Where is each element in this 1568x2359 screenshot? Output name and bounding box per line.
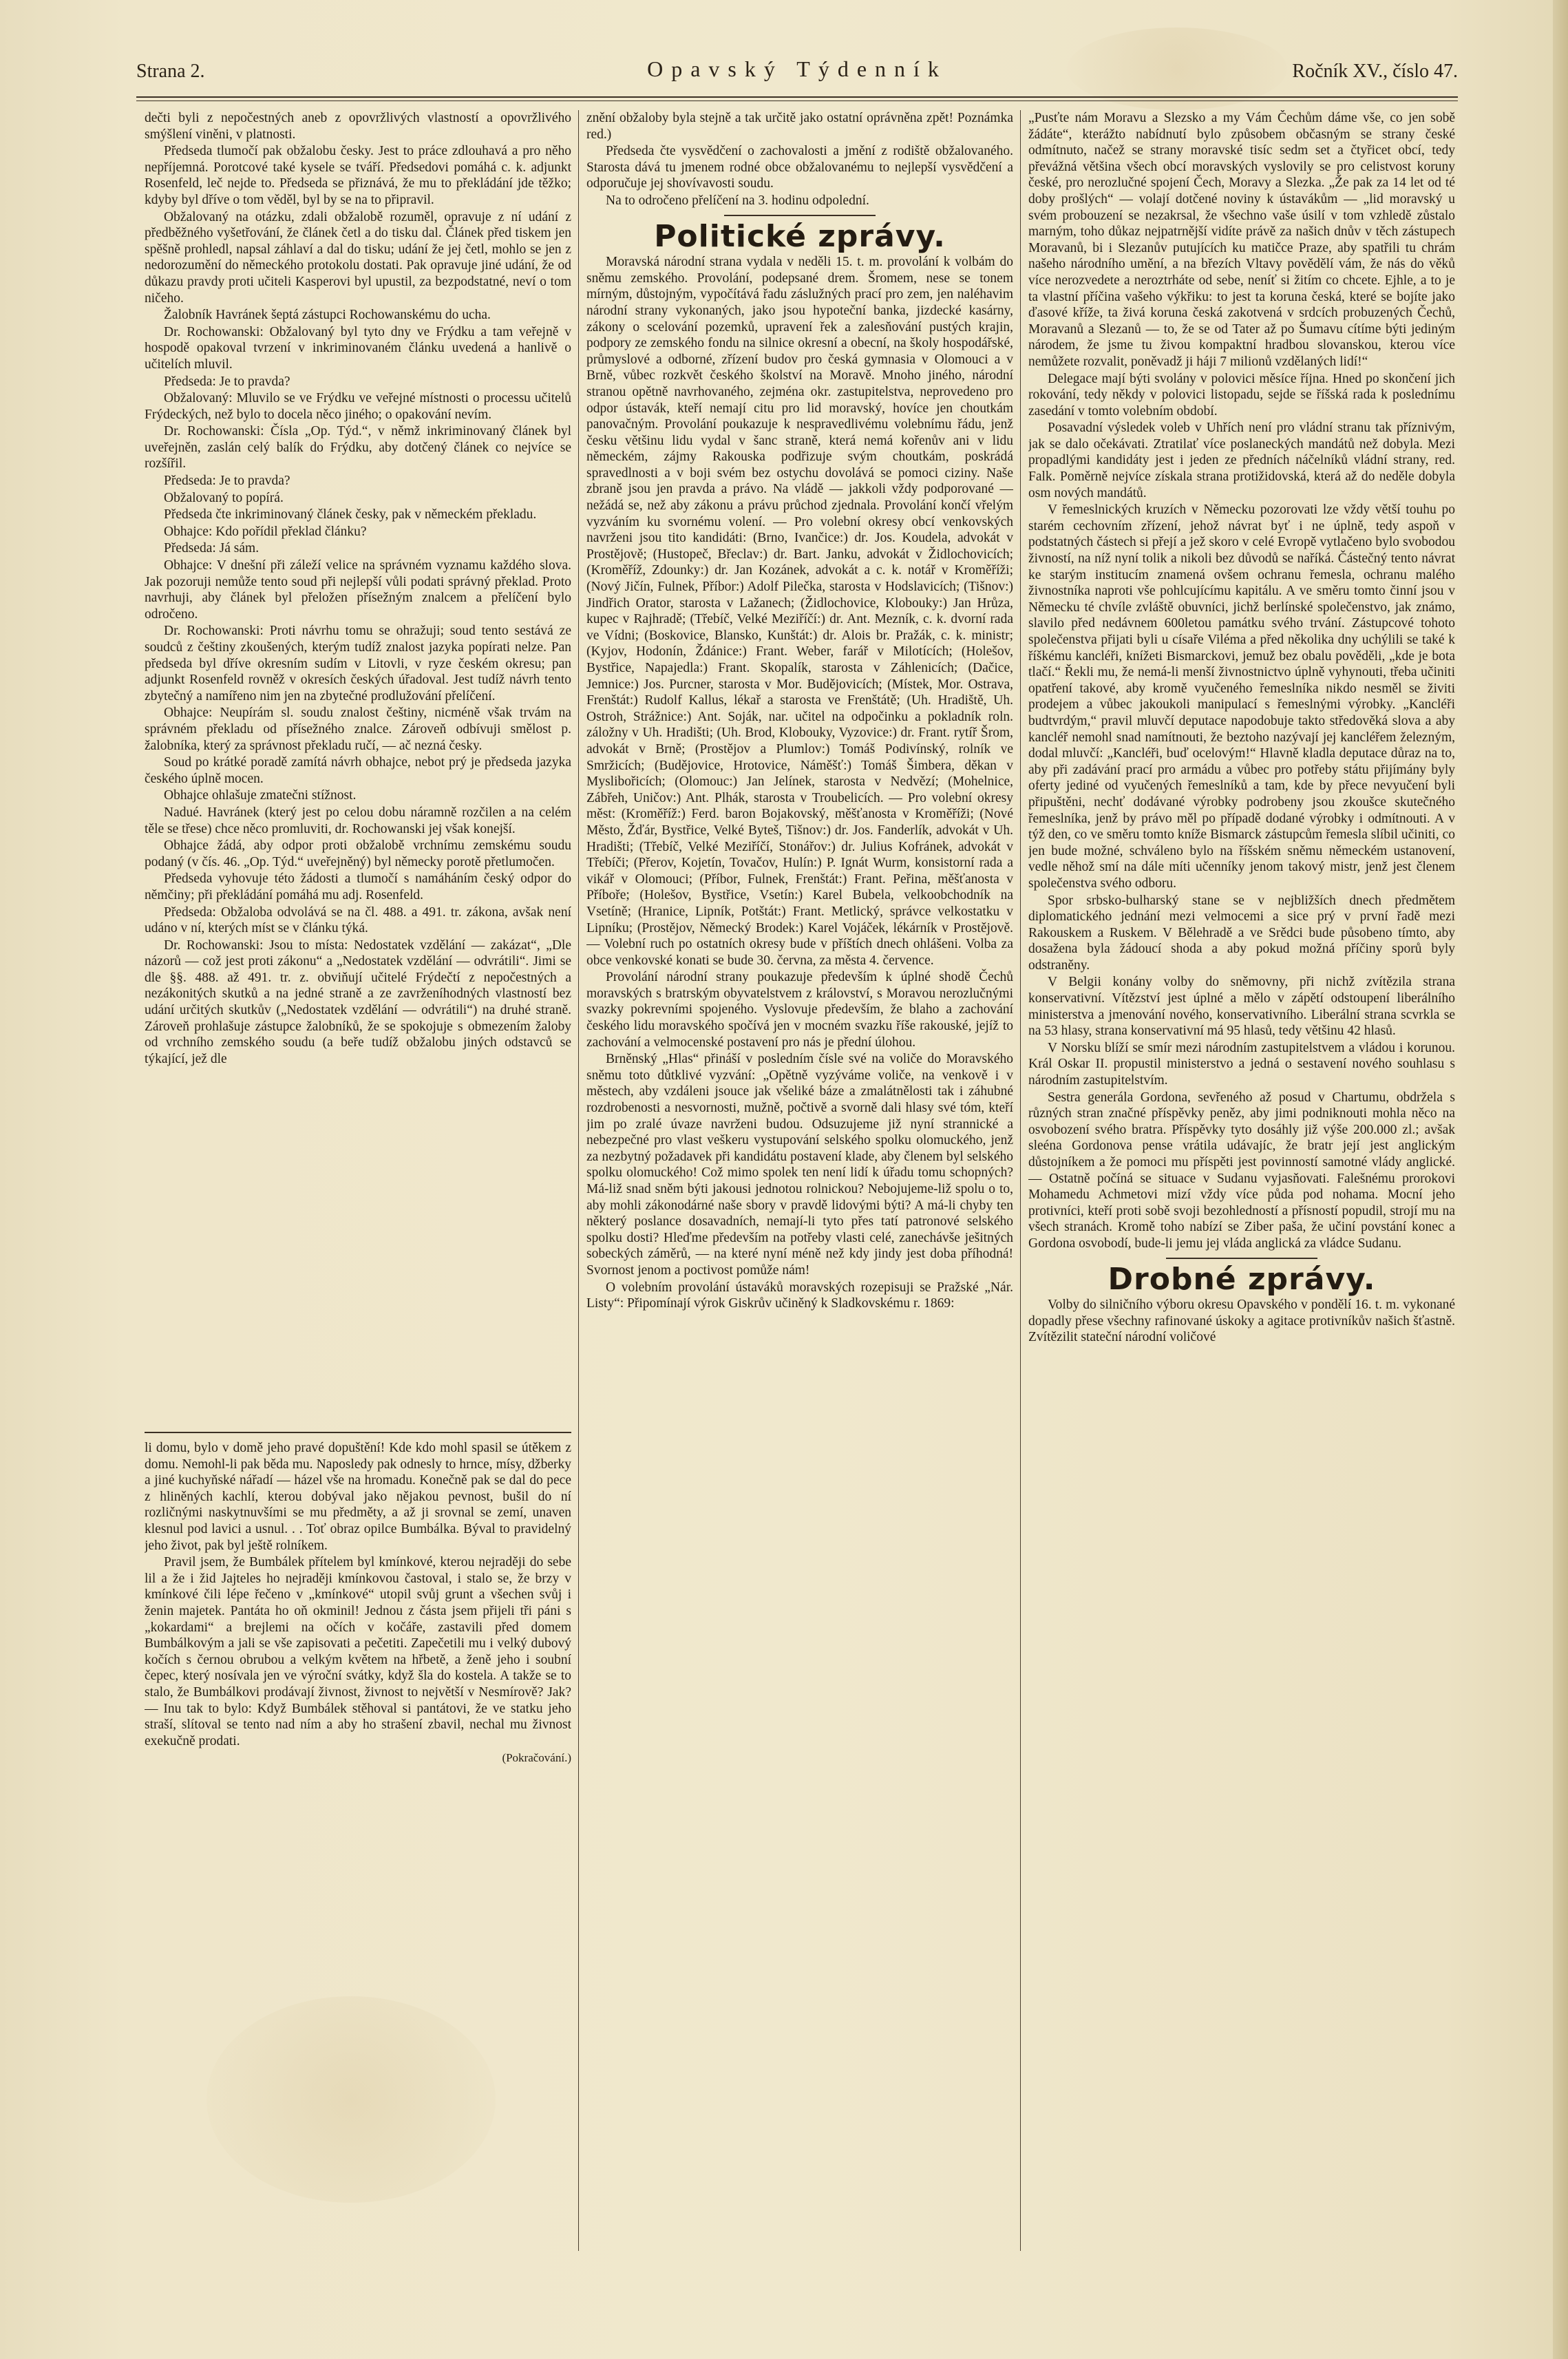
- paragraph: Nadué. Havránek (který jest po celou dobu náramně rozčilen a na celém těle se třese) chce něco promluviti, dr. Rochowanski jej však konejší.: [145, 805, 571, 836]
- column-1-feuilleton: [145, 1440, 571, 2239]
- paragraph: Pravil jsem, že Bumbálek přítelem byl kmínkové, kterou nejraději do sebe lil a že i žid Jajteles ho nejraději kmínkovou častoval, i stalo se, že brzy v kmínkové čili lépe řečeno v „kmínkové“ utopil svůj grunt a všechen svůj i ženin majetek. Pantáta ho oň okminil! Jednou z částa jsem přijeli tři páni s „kokardami“ a brejlemi na očích v kočáře, zastavili před domem Bumbálkovým a jali se vše zapisovati a pečetiti. Zapečetili mu i velký dubový kočích s černou obrubou a velkým květem na hřbetě, a ženě jeho i soubní čepec, který nosívala jen ve výroční svátky, když šla do kostela. A takže se to stalo, že Bumbálkovi prodávají živnost, živnost to největší v Nesmírově? Jak? — Inu tak to bylo: Když Bumbálek stěhoval si pantátovi, že ve statku jeho straší, slítoval se tento nad ním a aby ho strašení zbavil, nechal mu živnost exekučně prodati.: [145, 1555, 571, 1748]
- newspaper-title: Opavský Týdenník: [647, 56, 947, 81]
- paragraph: Předseda čte vysvědčení o zachovalosti a jmění z rodiště obžalovaného. Starosta dává tu jmenem rodné obce obžalovanému to nejlepší vysvědčení a odporučuje jej shovívavosti soudu.: [586, 144, 1013, 191]
- paragraph: znění obžaloby byla stejně a tak určitě jako ostatní oprávněna zpět! Poznámka red.): [586, 111, 1013, 142]
- paragraph: Soud po krátké poradě zamítá návrh obhajce, nebot prý je předseda jazyka českého úplně mocen.: [145, 755, 571, 786]
- column-divider: [578, 110, 579, 2251]
- paragraph: Žalobník Havránek šeptá zástupci Rochowanskému do ucha.: [164, 308, 491, 323]
- paragraph: V Norsku blíží se smír mezi národním zastupitelstvem a vládou i korunou. Král Oskar II. propustil ministerstvo a jedná o sestavení nového souhlasu s národním zastupitelstvím.: [1028, 1040, 1455, 1088]
- volume-issue: Ročník XV., číslo 47.: [1292, 61, 1458, 82]
- page-number: Strana 2.: [136, 61, 205, 82]
- paragraph: Volby do silničního výboru okresu Opavského v pondělí 16. t. m. vykonané dopadly přese všechny rafinované úskoky a agitace protivníkův našich šťastně. Zvítězilit stateční národní voličové: [1028, 1298, 1455, 1345]
- paragraph: Předseda tlumočí pak obžalobu česky. Jest to práce zdlouhavá a pro něho nepříjemná. Porotcové také kysele se tváří. Předsedovi pomáhá c. k. adjunkt Rosenfeld, leč nejde to. Předseda se přiznává, že mu to překládání jde těžko; kdyby byl dříve o tom věděl, byl by se na to připravil.: [145, 144, 571, 207]
- paragraph: Provolání národní strany poukazuje především k úplné shodě Čechů moravských s bratrským obyvatelstvem z království, s Moravou nerozlučnými svazky pokrevními spojeného. Vyslovuje především, že blaho a zachování českého lidu moravského spočívá jen v mocném svazku říše rakouské, jejíž to zachování a velmocenské postavení pro nás je přední úlohou.: [586, 970, 1013, 1050]
- page-header: [136, 56, 1458, 92]
- paragraph: li domu, bylo v domě jeho pravé dopuštění! Kde kdo mohl spasil se útěkem z domu. Nemohl-li pak běda mu. Naposledy pak odnesly to hrnce, mísy, džberky a jiné kuchyňské nářadí — házel vše na hromadu. Konečně pak se dal do pece z hliněných kachlí, kterou dobýval jako nějakou pevnost, bušil do ní rozličnými naskytnuvšími se mu předměty, a až ji srovnal se zemí, unaven klesnul pod lavici a usnul. . . Toť obraz opilce Bumbálka. Býval to pravidelný jeho život, pak byl ještě rolníkem.: [145, 1441, 571, 1553]
- paragraph: Dr. Rochowanski: Proti návrhu tomu se ohražuji; soud tento sestává ze soudců z češtiny zkoušených, kterým tudíž znalost jazyka popírati nelze. Pan předseda byl dříve okresním sudím v Litovli, v ryze českém okresu; pan adjunkt Rosenfeld rovněž v okresích českých úřadoval. Jest tudíž návrh tento zbytečný a namířeno nim jen na zbytečné prodlužování přelíčení.: [145, 624, 571, 704]
- paragraph: dečti byli z nepočestných aneb z opovržlivých vlastností a opovržlivého smýšlení viněni, v platnosti.: [145, 111, 571, 142]
- paragraph: Brněnský „Hlas“ přináší v posledním čísle své na voliče do Moravského sněmu toto důtklivé vyzvání: „Opětně vyzýváme voliče, na venkově i v městech, aby vzdáleni jsouce jak všeliké báze a zmalátnělosti tak i záhubné rozdrobenosti a nesvornosti, mužně, počtivě a svorně dali hlasy své tóm, kteří jim po zralé úvaze navrženi budou. Odsuzujeme již nyní strannické a nebezpečné pro vlast veškeru vystupování selského spolku olomuckého, jenž za nezbytný požadavek při kandidátu postavení klade, aby členem byl selského spolku olomuckého! Což mimo spolek ten není lidí k úřadu tomu schopných? Má-liž snad sněm býti jakousi jednotou rolnickou? Nebojujeme-liž spolu o to, aby mohli zákonodárné naše sbory v pravdě lidovými býti? A má-li chyby ten některý poslance dosavadních, nemají-li tyto přes tatí patronové selského spolku dosti? Hleďme především na potřeby vlasti celé, zanechávše ješitných sobeckých záměrů, — na které nyní méně než kdy jindy jest doba příhodná! Svornost jenom a poctivost pomůže nám!: [586, 1052, 1013, 1278]
- paragraph: Obžalovaný to popírá.: [164, 490, 284, 505]
- paragraph: Obhajce: Neupírám sl. soudu znalost češtiny, nicméně však trvám na správném překladu od přísežného znalce. Zároveň odbívuji smělost p. žalobníka, který za správnost překladu ručí, — ač nezná česky.: [145, 706, 571, 753]
- section-rule: [1166, 1258, 1317, 1259]
- page-spine-edge: [1553, 0, 1568, 2359]
- column-divider: [1020, 110, 1021, 2251]
- paragraph: „Pusťte nám Moravu a Slezsko a my Vám Čechům dáme vše, co jen sobě žádáte“, kterážto nabídnutí bylo způsobem občasným se strany české odmítnuto, načež se strany moravské tisíc sedm set a čtyřicet obcí, tedy převážná většina všech obcí moravských vyslovily se pro celistvost koruny české, pro nerozlučné spojení Čech, Moravy a Slezka. „Že pak za 14 let od té doby prošlých“ — volají dotčené noviny k ústavákům — „lid moravský u svém probouzení se nezakrsal, že všechno vaše úsilí v tom vzhledě zůstalo marným, toho důkaz nejpatrnější vidíte právě za našich dnův v těch zástupech Moravanů, bi i Slezanův putujících ku matičce Praze, aby spatřili tu chrám našeho národního umění, a na březích Vltavy povědělí vám, že nás do věků více nerozvedete a neroztrháte od sebe, neníť si žitím co chcete. Ejhle, a to je ta vlastní příčina vašeho výkřiku: to jest ta koruna česká, které se bojíte jako ďasové kříže, ta živá koruna česká zakotvená v srdcích probuzených Čechů, Moravanů a Slezanů — to, že se od Tater až po Šumavu cítíme býti jediným národem, že jsme tu živou kompaktní hradbou slovanskou, kterou více nemůžete rozvalit, poněvadž ji háji 7 milionů vzdělaných lidí!“: [1028, 111, 1455, 369]
- paragraph: Předseda čte inkriminovaný článek česky, pak v německém překladu.: [164, 507, 537, 522]
- paragraph: Předseda vyhovuje této žádosti a tlumočí s namáháním český odpor do němčiny; při překládání pomáhá mu adj. Rosenfeld.: [145, 871, 571, 902]
- paragraph: Obhajce: V dnešní při záleží velice na správném vyznamu každého slova. Jak pozoruji nemůže tento soud při nejlepší vůli podati správný překlad. Proto navrhuji, aby článek byl přeložen přísežným znalcem a přelíčení bylo odročeno.: [145, 558, 571, 622]
- paragraph: Předseda: Je to pravda?: [164, 374, 290, 389]
- paragraph: Dr. Rochowanski: Jsou to místa: Nedostatek vzdělání — zakázat“, „Dle názorů — což jest proti zákonu“ a „Nedostatek vzdělání — odvrátili“. Jimi se dle §§. 488. až 491. tr. z. obviňují učitelé Frýdečtí z nepočestných a nezákonitých skutků a na jedné straně a ze zavrženíhodných vlastností bez udání určitých skutkův („Nedostatek vzdělání — odvrátili“) na druhé straně. Zároveň prohlašuje zástupce žalobníků, že se spokojuje s obmezením žaloby od vrchního zemského soudu (a beře tudíž obžalobu jiných odstavců se týkající, jež dle: [145, 938, 571, 1066]
- column-2-political-news: [586, 110, 1013, 2251]
- paragraph: Obžalovaný: Mluvilo se ve Frýdku ve veřejné místnosti o processu učitelů Frýdeckých, než bylo to docela něco jiného; o opakování nevím.: [145, 391, 571, 422]
- paragraph: Předseda: Je to pravda?: [164, 474, 290, 489]
- paragraph: Obhajce ohlašuje zmatečni stížnost.: [164, 788, 357, 803]
- paragraph: Obžalovaný na otázku, zdali obžalobě rozuměl, opravuje z ní udání z předběžného vyšetřování, že článek četl a do tisku dal. Článek před tiskem jen spěšně prohledl, napsal záhlaví a dal do tisku; udání že jej četl, mohlo se jen z nedorozumění do německého protokolu dostati. Pak opravuje jiné udání, že od důkazu pravdy proti učiteli Kasperovi byl upustil, za bezpodstatné, neví o tom ničeho.: [145, 209, 571, 306]
- paragraph: Na to odročeno přelíčení na 3. hodinu odpolední.: [606, 193, 869, 208]
- continued-label: (Pokračování.): [502, 1751, 571, 1765]
- section-rule: [724, 215, 876, 216]
- header-rule: [136, 96, 1458, 98]
- paragraph: Předseda: Já sám.: [164, 541, 259, 556]
- paragraph: Předseda: Obžaloba odvolává se na čl. 488. a 491. tr. zákona, avšak není udáno v ní, kterých míst se v článku týká.: [145, 905, 571, 936]
- paragraph: Posavadní výsledek voleb v Uhřích není pro vládní stranu tak příznivým, jak se dalo očekávati. Ztratilať více poslaneckých mandátů než dobyla. Mezi propadlými kandidáty jest i jeden ze předních náčelníků vládní strany, red. Falk. Poměrně nejvíce získala strana protižidovská, která až do neděle dobyla osm nových mandátů.: [1028, 421, 1455, 500]
- feuilleton-divider: [145, 1432, 571, 1433]
- paragraph: Spor srbsko-bulharský stane se v nejbližších dnech předmětem diplomatického jednání mezi velmocemi a sice prý v první řadě mezi Rakouskem a Ruskem. V Bělehradě a ve Srědci bude působeno tímto, aby dosažena byla žádoucí shoda a aby pokud možná příčiny sporů byly odstraněny.: [1028, 893, 1455, 973]
- column-3-news: [1028, 110, 1455, 2251]
- paragraph: Moravská národní strana vydala v neděli 15. t. m. provolání k volbám do sněmu zemského. Provolání, podepsané drem. Šromem, nese se tonem mírným, důstojným, vypočítává řadu záslužných prací pro zem, jen naléhavim národní strany vykonaných, jako jsou hypoteční banka, jizdecké kasárny, zákony o scelování pozemků, upravení řek a zalesňování pustých krajin, podpory ze zemského fondu na silnice okresní a obecní, na školy hospodářské, průmyslové a odborné, zřízení budov pro česká gymnasia v Olomouci a v Brně, vůbec rozkvět českého školství na Moravě. Mnoho jiného, národní stranou opětně navrhovaného, zejména okr. zastupitelstva, neprovedeno pro odpor ústavák, kteří nemají citu pro lid moravský, hovíce jen choutkám panovačným. Provolání poukazuje k nespravedlivému volebnímu řádu, jenž česku většinu lidu vydal v šanc straně, která nemá kořenův ani v lidu německém, zájmy Rakouska podřizuje svým choutkám, poskrádá spravedlnosti a v boji svém bez ostychu dovolává se pomoci ciziny. Naše zbraně jsou jen pravda a právo. Na vládě — jakkoli vždy podporované — nežádá se, než aby zákonu a právu průchod zjednala. Provolání končí vřelým vyzváním ku svornému volení. — Pro volební okresy obcí venkovských navrženi jsou tito kandidáti: (Brno, Ivančice:) dr. Jos. Koudela, advokát v Prostějově; (Hustopeč, Břeclav:) dr. Bart. Janku, advokát v Židlochovicích; (Kroměříž, Zdounky:) dr. Jan Kozánek, advokát a c. k. notář v Kroměříži; (Nový Jičín, Fulnek, Příbor:) Adolf Pilečka, starosta v Hodslavicích; (Tišnov:) Jindřich Orator, starosta v Lažanech; (Židlochovice, Klobouky:) Jan Hrůza, kupec v Rajhradě; (Třebíč, Velké Meziříčí:) dr. Ant. Mezník, c. k. dvorní rada ve Vídni; (Boskovice, Blansko, Kunštát:) dr. Alois br. Pražák, c. k. ministr; (Kyjov, Hodonín, Ždánice:) Frant. Weber, farář v Milotících; (Holešov, Bystřice, Napajedla:) Frant. Skopalík, starosta v Záhlenicích; (Dačice, Jemnice:) Jos. Purcner, starosta v Mor. Budějovicích; (Místek, Mor. Ostrava, Frenštát:) Rudolf Kallus, lékař a starosta ve Frenštátě; (Uh. Hradiště, Uh. Ostroh, Strážnice:) Ant. Soják, nar. učitel na odpočinku a pokladník roln. záložny v Uh. Hradišti; (Uh. Brod, Klobouky, Vyzovice:) dr. Frant. rytíř Šrom, advokát v Brně; (Prostějov a Plumlov:) Tomáš Podivínský, rolník ve Smržicích; (Budějovice, Hrotovice, Náměšť:) Tomáš Šimbera, děkan v Myslibořicích; (Olomouc:) Jan Jelínek, starosta v Nedvězí; (Mohelnice, Zábřeh, Uničov:) Ant. Plhák, starosta v Troubelicích. — Pro volební okresy měst: (Kroměříž:) Ferd. baron Bojakovský, měšťanosta v Kroměříži; (Nové Město, Žďár, Bystřice, Velké Byteš, Tišnov:) dr. Jos. Fanderlík, advokát v Uh. Hradišti; (Třebíč, Velké Meziříčí, Stonářov:) dr. Julius Kofránek, advokát v Třebíči; (Přerov, Kojetín, Tovačov, Hulín:) P. Ignát Wurm, konsistorní rada a vikář v Olomouci; (Příbor, Fulnek, Frenštát:) Frant. Peřina, měšťanosta v Příboře; (Holešov, Bystřice, Vsetín:) Karel Bubela, velkoobchodník na Vsetíně; (Hranice, Lipník, Potštát:) Frant. Metlický, správce velkostatku v Lipníku; (Prostějov, Německý Brodek:) Karel Vojáček, lékárník v Prostějově. — Volební ruch po ostatních okresy bude v příštích dnech ohlášeni. Volba za obce venkovské konati se bude 30. června, za města 4. července.: [586, 255, 1013, 968]
- paragraph: Delegace mají býti svolány v polovici měsíce října. Hned po skončení jich rokování, tedy někdy v polovici listopadu, sejde se říšská rada k poslednímu zasedání v tomto volebním období.: [1028, 371, 1455, 419]
- paragraph: O volebním provolání ústaváků moravských rozepisuji se Pražské „Nár. Listy“: Připomínají výrok Giskrův učiněný k Sladkovskému r. 1869:: [586, 1280, 1013, 1311]
- paragraph: V Belgii konány volby do sněmovny, při nichž zvítězila strana konservativní. Vítězství jest úplné a mělo v zápětí odstoupení liberálního ministerstva a jmenování nového, konservativního. Liberální strana scvrkla se na 53 hlasy, strana konservativní má 95 hlasů, tedy většinu 42 hlasů.: [1028, 975, 1455, 1039]
- paragraph: Sestra generála Gordona, sevřeného až posud v Chartumu, obdržela s různých stran značné příspěvky peněz, aby jimi podniknouti mohla něco na osvobození svého bratra. Příspěvky tyto dosáhly již výše 200.000 zl.; avšak sleéna Gordonova pense vrátila udávajíc, že bratr její jest anglickým důstojníkem a že pomoci mu příspěti jest povinností samotné vlády anglické. — Ostatně počíná se situace v Sudanu vyjasňovati. Falešnému prorokovi Mohamedu Achmetovi mizí vždy více půda pod nohama. Mocní jeho protivníci, kteří proti sobě svoji bezohledností a přísností popudil, strojí mu na všech stranách. Kromě toho nabízí se Ziber paša, že učiní povstání konec a Gordona osvobodí, bude-li jemu jej vláda anglická za vládce Sudanu.: [1028, 1090, 1455, 1251]
- paragraph: Obhajce žádá, aby odpor proti obžalobě vrchnímu zemskému soudu podaný (v čís. 46. „Op. Týd.“ uveřejněný) byl německy porotě přetlumočen.: [145, 838, 571, 869]
- paragraph: Obhajce: Kdo pořídil překlad článku?: [164, 524, 367, 539]
- section-title-politicke-zpravy: Politické zprávy.: [654, 218, 946, 254]
- paragraph: V řemeslnických kruzích v Německu pozorovati lze vždy větší touhu po starém cechovním zřízení, jehož návrat byť i ne úplně, tedy aspoň v podstatných částech si přejí a jež skoro v celé Evropě vytlačeno bylo svobodou živností, na níž nyní tolik a nikoli bez důvodů se naříká. Částečný tento návrat ke starým institucím znamená ovšem ochranu řemesla, ochranu malého živnostníka naproti vše pohlcujícímu kapitálu. A ve směru tomto činní jsou v Německu té chvíle zvláště obuvníci, jichž berlínské společenstvo, jak známo, slavilo před nedávnem 600letou památku svého trvání. Zástupcové tohoto společenstva přijati byli u císaře Viléma a před několika dny uchýlili se také k říškému kancléři, knížeti Bismarckovi, jemuž bez obalu pověděli, „kde je bota tlačí.“ Řekli mu, že nemá-li menší živnostnictvo úplně vyhynouti, třeba učiniti opatření takové, aby kromě vyučeného řemeslníka nikdo nesměl se živiti prodejem a vůbec jakoukoli manipulací s řemeslnými výrobky. „Kancléři budtvrdým,“ pravil mluvčí deputace napodobuje takto středověká slova a aby kancléř nemohl snad namítnouti, že beztoho nazývají jej kancléřem železným, dodal mluvčí: „Kancléři, buď ocelovým!“ Hlavně kladla deputace důraz na to, aby při zadávání prací pro armádu a vůbec pro potřeby státu přijímány byly oferty jediné od vyučených řemeslníků a tam, kde by přece nevyučení byli připuštěni, nechť dodávané výrobky podrobeny jsou zkoušce skutečného řemeslníka, jenž by právo měl po případě dodané výrobky i odmítnouti. A v týž den, co ve směru tomto kníže Bismarck zástupcům řemesla slíbil učiniti, co jen bude možné, schváleno bylo na říšském sněmu německém ustanovení, vedle něhož smí na dále míti učenníky jenom takový mistr, jenž jest členem společenstva svého odboru.: [1028, 503, 1455, 891]
- section-title-drobne-zpravy: Drobné zprávy.: [1108, 1261, 1376, 1297]
- paragraph: Dr. Rochowanski: Obžalovaný byl tyto dny ve Frýdku a tam veřejně v hospodě opakoval tvrzení v inkriminovaném článku uvedená a hanlivě o učitelích mluvil.: [145, 324, 571, 372]
- column-1-court-report: [145, 110, 571, 1428]
- paragraph: Dr. Rochowanski: Čísla „Op. Týd.“, v němž inkriminovaný článek byl uveřejněn, zaslán celý balík do Frýdku, aby dotčený článek co nejvíce se rozšířil.: [145, 424, 571, 472]
